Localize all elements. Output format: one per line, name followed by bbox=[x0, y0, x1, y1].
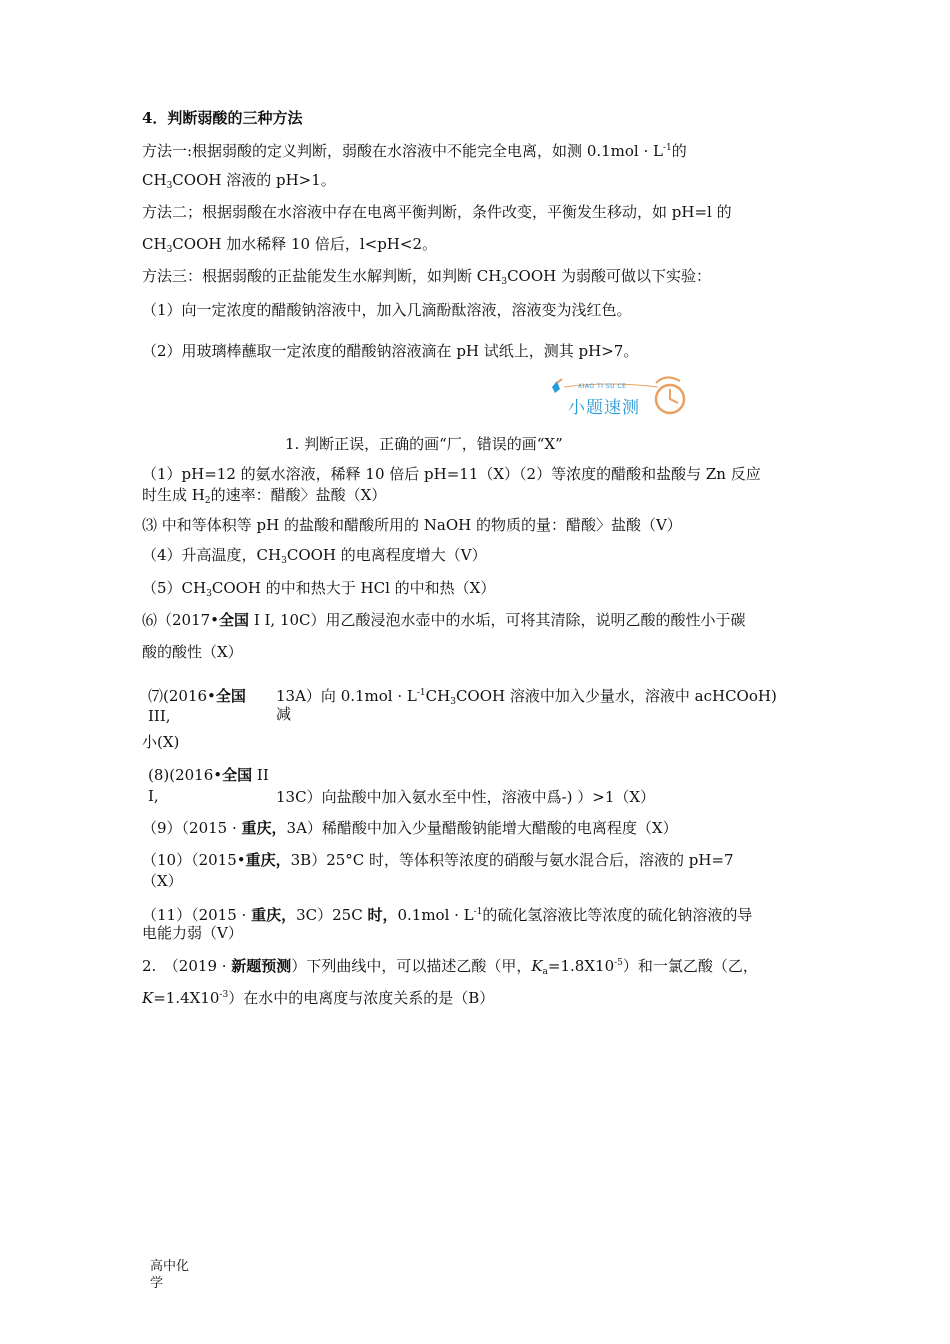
text: （5）CH bbox=[142, 579, 207, 597]
q1-item-6-line-1 bbox=[142, 610, 746, 630]
method-1-line-1 bbox=[142, 138, 687, 161]
text: =1.8X10 bbox=[547, 957, 615, 975]
q1-item-10-line-2: （X） bbox=[142, 872, 183, 890]
xiaoti-suce-logo bbox=[548, 373, 688, 421]
superscript: -3 bbox=[219, 990, 229, 1000]
text: CH bbox=[142, 171, 167, 189]
text: 0.1mol · L bbox=[397, 906, 474, 924]
text: （4）升高温度，CH bbox=[142, 546, 282, 564]
superscript: -5 bbox=[614, 958, 623, 968]
q1-item-11-line-2: 电能力弱（V） bbox=[142, 924, 243, 942]
logo-title: 小题速测 bbox=[568, 398, 640, 418]
q1-item-4 bbox=[142, 545, 487, 571]
text: COOH 加水稀释 10 倍后，l<pH<2。 bbox=[172, 235, 438, 253]
q1-item-6-line-2: 酸的酸性（X） bbox=[142, 643, 243, 661]
section-title: 4．判断弱酸的三种方法 bbox=[142, 109, 303, 127]
text: 的硫化氢溶液比等浓度的硫化钠溶液的导 bbox=[482, 906, 753, 924]
q1-item-10-line-1 bbox=[142, 850, 734, 870]
text: 3A）稀醋酸中加入少量醋酸钠能增大醋酸的电离程度（X） bbox=[286, 819, 678, 837]
text: 时生成 H bbox=[142, 486, 205, 504]
bold-text: 时， bbox=[367, 906, 398, 924]
question-2-line-1 bbox=[142, 953, 758, 982]
text: 2. （2019 · bbox=[142, 957, 232, 975]
q1-item-8-right: 13C）向盐酸中加入氨水至中性，溶液中爲-) ）>1（X） bbox=[276, 788, 656, 806]
q1-item-1-line-1: （1）pH=12 的氨水溶液，稀释 10 倍后 pH=11（X）（2）等浓度的醋酸和盐酸与 Zn 反应 bbox=[142, 465, 761, 483]
subscript: a bbox=[542, 967, 548, 977]
subscript: 2 bbox=[204, 496, 211, 506]
text: 方法三：根据弱酸的正盐能发生水解判断，如判断 CH bbox=[142, 267, 502, 285]
method-2-line-2 bbox=[142, 234, 437, 260]
text: ）在水中的电离度与浓度关系的是（B） bbox=[228, 989, 495, 1007]
text: ⑹（2017• bbox=[142, 611, 220, 629]
bold-text: 全国 bbox=[215, 687, 246, 705]
text: ）和一氯乙酸（乙， bbox=[622, 957, 758, 975]
method-1-line-2 bbox=[142, 170, 336, 196]
q1-item-7-right-2: 减 bbox=[276, 705, 292, 723]
italic-text: K bbox=[142, 989, 154, 1007]
footer-line-1: 高中化 bbox=[150, 1259, 190, 1274]
bold-text: 新题预测 bbox=[231, 957, 292, 975]
text: COOH 为弱酸可做以下实验： bbox=[507, 267, 712, 285]
text: （11）（2015 · bbox=[142, 906, 252, 924]
q1-item-8-left-1 bbox=[148, 765, 269, 785]
text: II bbox=[252, 766, 269, 784]
text: 3C）25C bbox=[296, 906, 368, 924]
method-2-line-1: 方法二；根据弱酸在水溶液中存在电离平衡判断，条件改变，平衡发生移动，如 pH=l 的 bbox=[142, 203, 732, 221]
bold-text: 重庆， bbox=[251, 906, 297, 924]
question-2-line-2 bbox=[142, 985, 494, 1008]
q1-item-7-left-3: 小(X) bbox=[142, 733, 180, 751]
q1-item-8-left-2: I, bbox=[148, 787, 159, 805]
text: 的 bbox=[671, 142, 687, 160]
subscript: 3 bbox=[281, 556, 287, 566]
text: 13A）向 0.1mol · L bbox=[276, 687, 417, 705]
q1-item-11-line-1 bbox=[142, 902, 752, 925]
text: COOH 的中和热大于 HCl 的中和热（X） bbox=[211, 579, 496, 597]
text: CH bbox=[142, 235, 167, 253]
text: （9）（2015 · bbox=[142, 819, 242, 837]
superscript: -1 bbox=[473, 907, 483, 917]
q1-item-7-left-2: III, bbox=[148, 707, 171, 725]
text: COOH 的电离程度增大（V） bbox=[286, 546, 487, 564]
text: =1.4X10 bbox=[153, 989, 220, 1007]
text: (8)(2016• bbox=[148, 766, 223, 784]
text: ⑺(2016• bbox=[148, 687, 216, 705]
superscript: -1 bbox=[663, 143, 672, 153]
q1-item-1-line-2 bbox=[142, 485, 386, 511]
q1-item-9 bbox=[142, 818, 678, 838]
bold-text: 全国 bbox=[222, 766, 253, 784]
q1-item-3: ⑶ 中和等体积等 pH 的盐酸和醋酸所用的 NaOH 的物质的量：醋酸〉盐酸（V） bbox=[142, 516, 682, 534]
subscript: 3 bbox=[501, 277, 508, 287]
text: 方法一:根据弱酸的定义判断，弱酸在水溶液中不能完全电离，如测 0.1mol · L bbox=[142, 142, 663, 160]
subscript: 3 bbox=[166, 245, 173, 255]
bold-text: 重庆， bbox=[245, 851, 291, 869]
text: 的速率：醋酸〉盐酸（X） bbox=[210, 486, 387, 504]
subscript: 3 bbox=[166, 181, 173, 191]
page-footer bbox=[150, 1258, 189, 1292]
text: COOH 溶液中加入少量水，溶液中 acHCOoH) bbox=[455, 687, 777, 705]
question-1-title: 1. 判断正误，正确的画“厂，错误的画“X” bbox=[285, 435, 563, 453]
text: COOH 溶液的 pH>1。 bbox=[172, 171, 336, 189]
method-3-line bbox=[142, 266, 711, 292]
logo-subtitle: XIAO TI SU CE bbox=[578, 383, 627, 390]
bold-text: 全国 bbox=[219, 611, 250, 629]
q1-item-7-left-1 bbox=[148, 686, 246, 706]
subscript: 3 bbox=[206, 589, 212, 599]
bold-text: 重庆， bbox=[241, 819, 287, 837]
experiment-2: （2）用玻璃棒蘸取一定浓度的醋酸钠溶液滴在 pH 试纸上，测其 pH>7。 bbox=[142, 342, 639, 360]
text: ）下列曲线中，可以描述乙酸（甲， bbox=[291, 957, 532, 975]
q1-item-5 bbox=[142, 578, 495, 604]
subscript: 3 bbox=[450, 697, 456, 707]
q1-item-7-right-1 bbox=[276, 683, 777, 712]
footer-line-2: 学 bbox=[150, 1276, 164, 1291]
text: CH bbox=[425, 687, 451, 705]
superscript: -1 bbox=[416, 688, 426, 698]
italic-text: K bbox=[531, 957, 543, 975]
experiment-1: （1）向一定浓度的醋酸钠溶液中，加入几滴酚酞溶液，溶液变为浅红色。 bbox=[142, 301, 632, 319]
text: I I, 10C）用乙酸浸泡水壶中的水垢，可将其清除，说明乙酸的酸性小于碳 bbox=[249, 611, 746, 629]
text: 3B）25°C 时，等体积等浓度的硝酸与氨水混合后，溶液的 pH=7 bbox=[290, 851, 734, 869]
text: （10）（2015• bbox=[142, 851, 246, 869]
